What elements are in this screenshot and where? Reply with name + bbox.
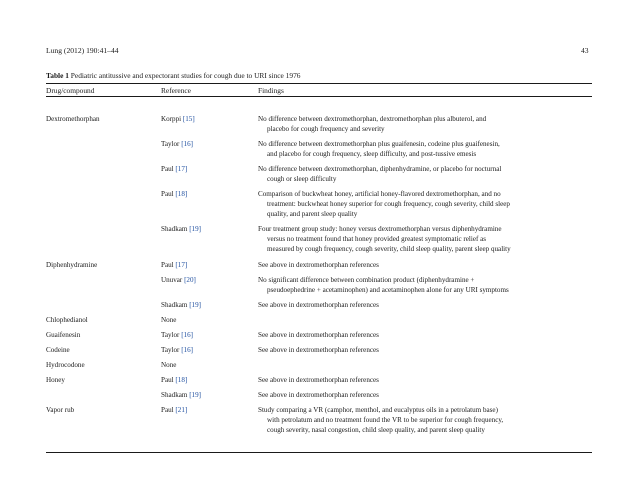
findings-line: See above in dextromethorphan references (258, 330, 379, 339)
reference-author: Paul (161, 406, 174, 415)
citation-link[interactable]: [17] (175, 165, 188, 174)
findings-line: No difference between dextromethorphan, dextromethorphan plus albuterol, and (258, 115, 487, 123)
findings-cell (258, 345, 379, 355)
reference-cell (161, 330, 193, 340)
findings-cell (258, 300, 379, 310)
findings-line: Comparison of buckwheat honey, artificial honey-flavored dextromethorphan, and no (258, 190, 501, 199)
column-header-reference: Reference (161, 86, 191, 95)
findings-line: No significant difference between combination product (diphenhydramine + (258, 275, 475, 284)
findings-cell (258, 260, 379, 270)
table-label: Table 1 (46, 71, 69, 80)
reference-cell (161, 164, 187, 174)
reference-author: Taylor (161, 346, 180, 354)
citation-link[interactable]: [16] (181, 346, 194, 354)
reference-author: Shadkam (161, 300, 188, 309)
findings-cell (258, 275, 509, 295)
reference-author: None (161, 315, 177, 324)
reference-cell (161, 390, 201, 400)
reference-author: Paul (161, 260, 174, 269)
findings-line: quality, and parent sleep quality (267, 210, 358, 219)
findings-cell (258, 164, 501, 184)
reference-cell (161, 405, 187, 415)
findings-line: See above in dextromethorphan references (258, 391, 379, 400)
findings-line: See above in dextromethorphan references (258, 346, 379, 354)
reference-cell (161, 315, 176, 325)
findings-cell (258, 405, 503, 435)
findings-line: placebo for cough frequency and severity (267, 125, 385, 133)
reference-cell (161, 375, 187, 385)
reference-author: Shadkam (161, 225, 188, 234)
reference-author: Unuvar (161, 275, 183, 284)
reference-cell (161, 300, 201, 310)
drug-name-cell: Vapor rub (46, 406, 75, 415)
citation-link[interactable]: [15] (182, 115, 195, 123)
citation-link[interactable]: [17] (175, 260, 188, 269)
findings-line: and placebo for cough frequency, sleep difficulty, and post-tussive emesis (267, 150, 477, 159)
citation-link[interactable]: [19] (189, 225, 202, 234)
findings-line: See above in dextromethorphan references (258, 260, 379, 269)
findings-line: See above in dextromethorphan references (258, 300, 379, 309)
findings-line: measured by cough frequency, cough severity, child sleep quality, parent sleep quality (267, 245, 511, 254)
findings-cell (258, 224, 511, 254)
reference-cell (161, 260, 187, 270)
reference-author: Paul (161, 190, 174, 199)
findings-line: cough or sleep difficulty (267, 175, 337, 184)
findings-cell (258, 139, 500, 159)
reference-cell (161, 360, 176, 370)
findings-line: Study comparing a VR (camphor, menthol, and eucalyptus oils in a petrolatum base) (258, 406, 498, 415)
reference-author: None (161, 361, 177, 370)
reference-cell (161, 224, 201, 234)
citation-link[interactable]: [21] (175, 406, 188, 415)
reference-author: Paul (161, 165, 174, 174)
reference-author: Taylor (161, 330, 180, 339)
reference-cell (161, 189, 187, 199)
citation-link[interactable]: [19] (189, 391, 202, 400)
findings-cell (258, 375, 379, 385)
page-number: 43 (581, 46, 589, 55)
citation-link[interactable]: [16] (181, 330, 194, 339)
findings-cell (258, 189, 510, 219)
column-header-drug: Drug/compound (46, 86, 95, 95)
reference-author: Paul (161, 376, 174, 385)
column-header-findings: Findings (258, 86, 284, 95)
citation-link[interactable]: [16] (181, 140, 194, 149)
drug-name-cell: Codeine (46, 346, 70, 354)
findings-line: with petrolatum and no treatment found the VR to be superior for cough frequency, (267, 416, 504, 425)
reference-cell (161, 114, 195, 124)
reference-cell (161, 345, 193, 355)
reference-cell (161, 275, 196, 285)
drug-name-cell: Honey (46, 376, 65, 385)
findings-line: No difference between dextromethorphan plus guaifenesin, codeine plus guaifenesin, (258, 140, 500, 149)
citation-link[interactable]: [20] (184, 275, 196, 284)
reference-author: Shadkam (161, 391, 188, 400)
citation-link[interactable]: [18] (175, 190, 188, 199)
running-header: Lung (2012) 190:41–44 (46, 46, 119, 55)
findings-cell (258, 114, 486, 134)
findings-cell (258, 390, 379, 400)
drug-name-cell: Hydrocodone (46, 361, 85, 370)
citation-link[interactable]: [19] (189, 300, 202, 309)
citation-link[interactable]: [18] (175, 376, 188, 385)
drug-name-cell: Guaifenesin (46, 330, 81, 339)
findings-line: treatment: buckwheat honey superior for cough frequency, cough severity, child sleep (267, 200, 510, 209)
table-title: Pediatric antitussive and expectorant studies for cough due to URI since 1976 (70, 71, 301, 80)
findings-line: cough severity, nasal congestion, child sleep quality, and parent sleep quality (267, 426, 485, 435)
findings-line: Four treatment group study: honey versus dextromethorphan versus diphenhydramine (258, 225, 502, 234)
findings-line: pseudoephedrine + acetaminophen) and acetaminophen alone for any URI symptoms (267, 285, 509, 294)
reference-author: Korppi (161, 115, 182, 123)
drug-name-cell: Chlophedianol (46, 315, 88, 324)
findings-line: versus no treatment found that honey provided greatest symptomatic relief as (267, 235, 487, 244)
findings-line: See above in dextromethorphan references (258, 376, 379, 385)
reference-author: Taylor (161, 140, 180, 149)
findings-line: No difference between dextromethorphan, diphenhydramine, or placebo for nocturnal (258, 165, 502, 174)
drug-name-cell: Dextromethorphan (46, 115, 100, 123)
table-bottom-rule (46, 452, 592, 453)
findings-cell (258, 330, 379, 340)
drug-name-cell: Diphenhydramine (46, 260, 98, 269)
reference-cell (161, 139, 193, 149)
